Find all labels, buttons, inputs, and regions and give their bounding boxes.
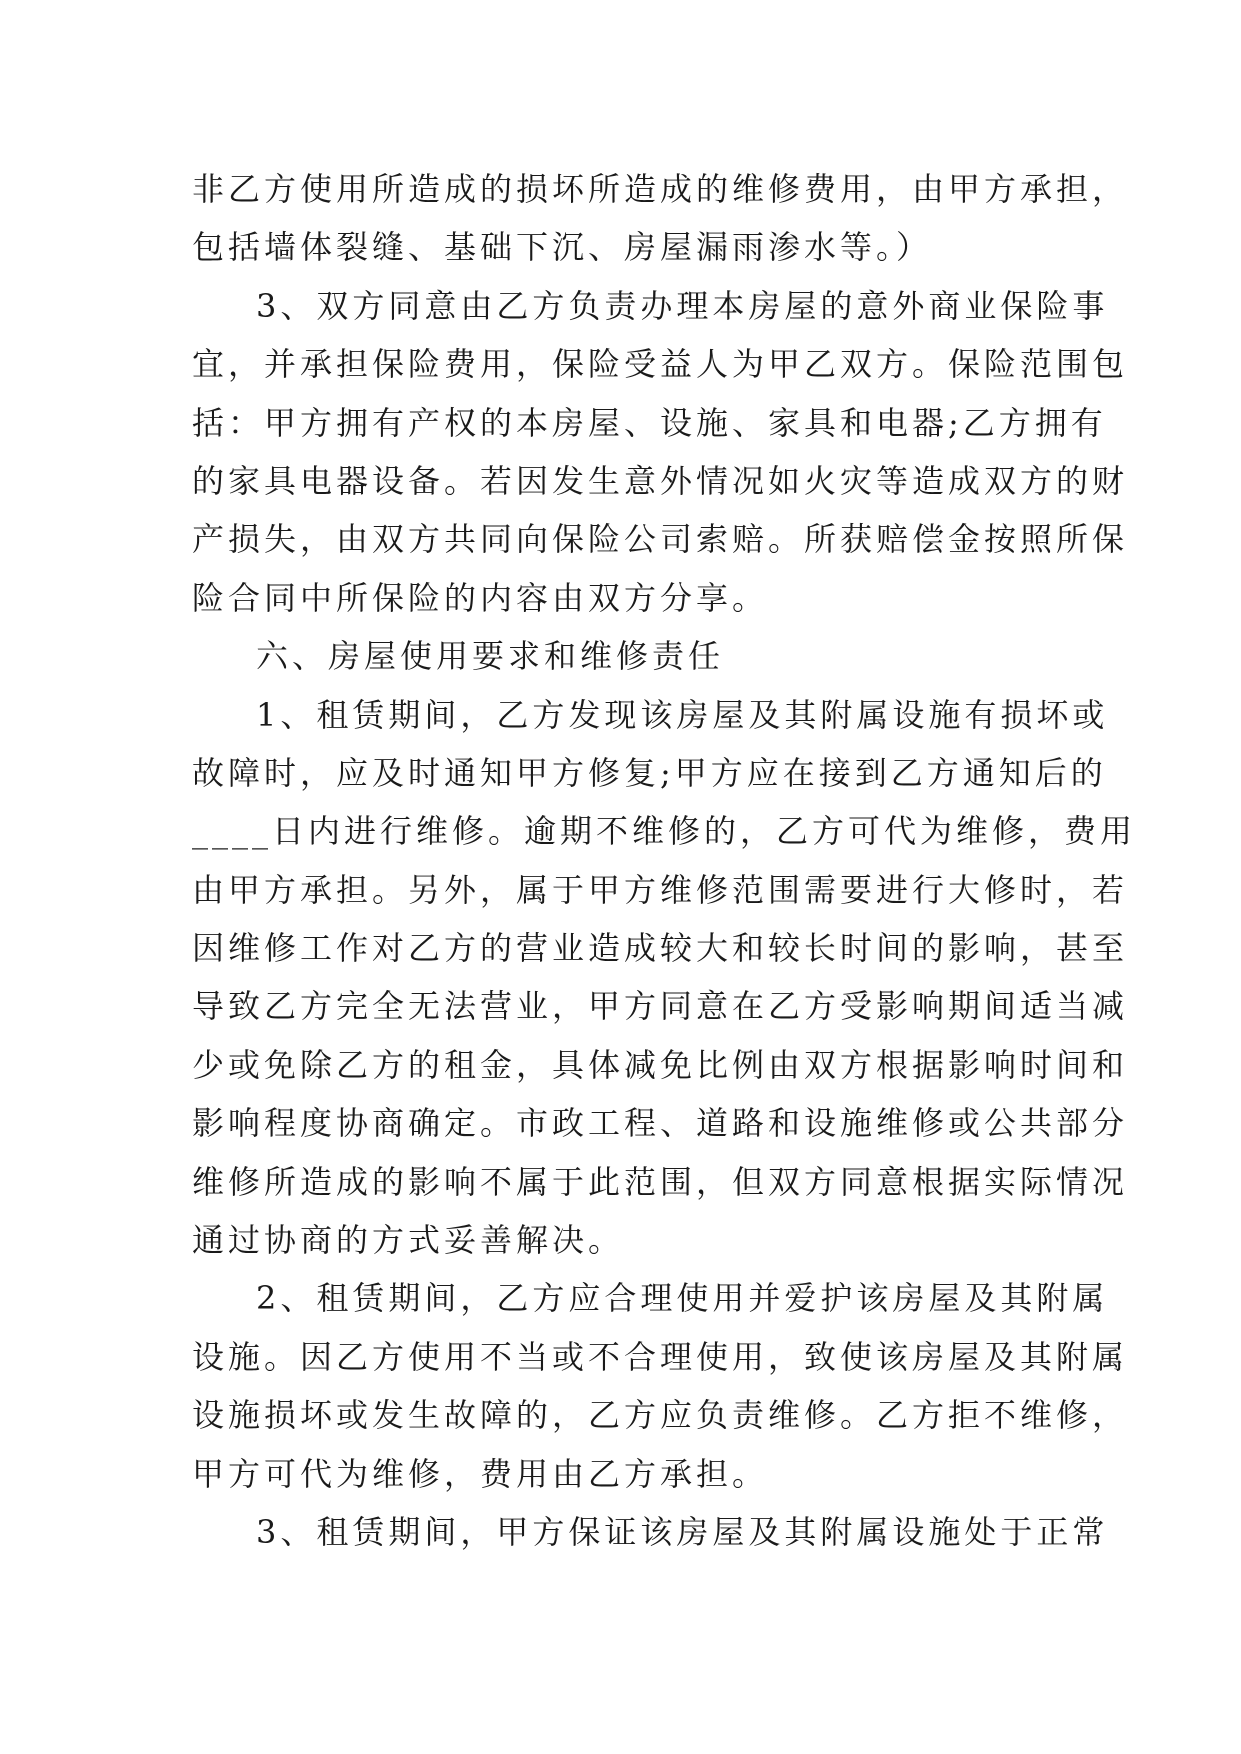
paragraph-first-line: 2、租赁期间，乙方应合理使用并爱护该房屋及其附属 — [256, 1279, 1109, 1318]
paragraph-first-line: 3、租赁期间，甲方保证该房屋及其附属设施处于正常 — [256, 1512, 1109, 1551]
text-line: ____日内进行维修。逾期不维修的，乙方可代为维修，费用 — [192, 812, 1137, 851]
paragraph-first-line: 1、租赁期间，乙方发现该房屋及其附属设施有损坏或 — [256, 695, 1109, 734]
text-line: 甲方可代为维修，费用由乙方承担。 — [192, 1454, 769, 1493]
paragraph-first-line: 六、房屋使用要求和维修责任 — [256, 637, 725, 676]
text-line: 少或免除乙方的租金，具体减免比例由双方根据影响时间和 — [192, 1045, 1129, 1084]
text-line: 维修所造成的影响不属于此范围，但双方同意根据实际情况 — [192, 1162, 1129, 1201]
text-line: 非乙方使用所造成的损坏所造成的维修费用，由甲方承担， — [192, 170, 1129, 208]
text-line: 包括墙体裂缝、基础下沉、房屋漏雨渗水等。） — [192, 228, 933, 267]
contract-text-body — [192, 160, 1137, 1561]
text-line: 设施。因乙方使用不当或不合理使用，致使该房屋及其附属 — [192, 1337, 1129, 1376]
text-line: 的家具电器设备。若因发生意外情况如火灾等造成双方的财 — [192, 461, 1129, 500]
text-line: 险合同中所保险的内容由双方分享。 — [192, 578, 769, 617]
text-line: 宜，并承担保险费用，保险受益人为甲乙双方。保险范围包 — [192, 345, 1129, 384]
text-line: 由甲方承担。另外，属于甲方维修范围需要进行大修时，若 — [192, 870, 1129, 909]
text-line: 括：甲方拥有产权的本房屋、设施、家具和电器;乙方拥有 — [192, 403, 1107, 442]
text-line: 设施损坏或发生故障的，乙方应负责维修。乙方拒不维修， — [192, 1396, 1129, 1435]
text-line: 因维修工作对乙方的营业造成较大和较长时间的影响，甚至 — [192, 929, 1129, 968]
paragraph-first-line: 3、双方同意由乙方负责办理本房屋的意外商业保险事 — [256, 286, 1109, 325]
text-line: 故障时，应及时通知甲方修复;甲方应在接到乙方通知后的 — [192, 753, 1107, 792]
text-line: 导致乙方完全无法营业，甲方同意在乙方受影响期间适当减 — [192, 987, 1129, 1026]
text-line: 产损失，由双方共同向保险公司索赔。所获赔偿金按照所保 — [192, 520, 1129, 559]
text-line: 通过协商的方式妥善解决。 — [192, 1221, 625, 1260]
text-line: 影响程度协商确定。市政工程、道路和设施维修或公共部分 — [192, 1104, 1129, 1143]
